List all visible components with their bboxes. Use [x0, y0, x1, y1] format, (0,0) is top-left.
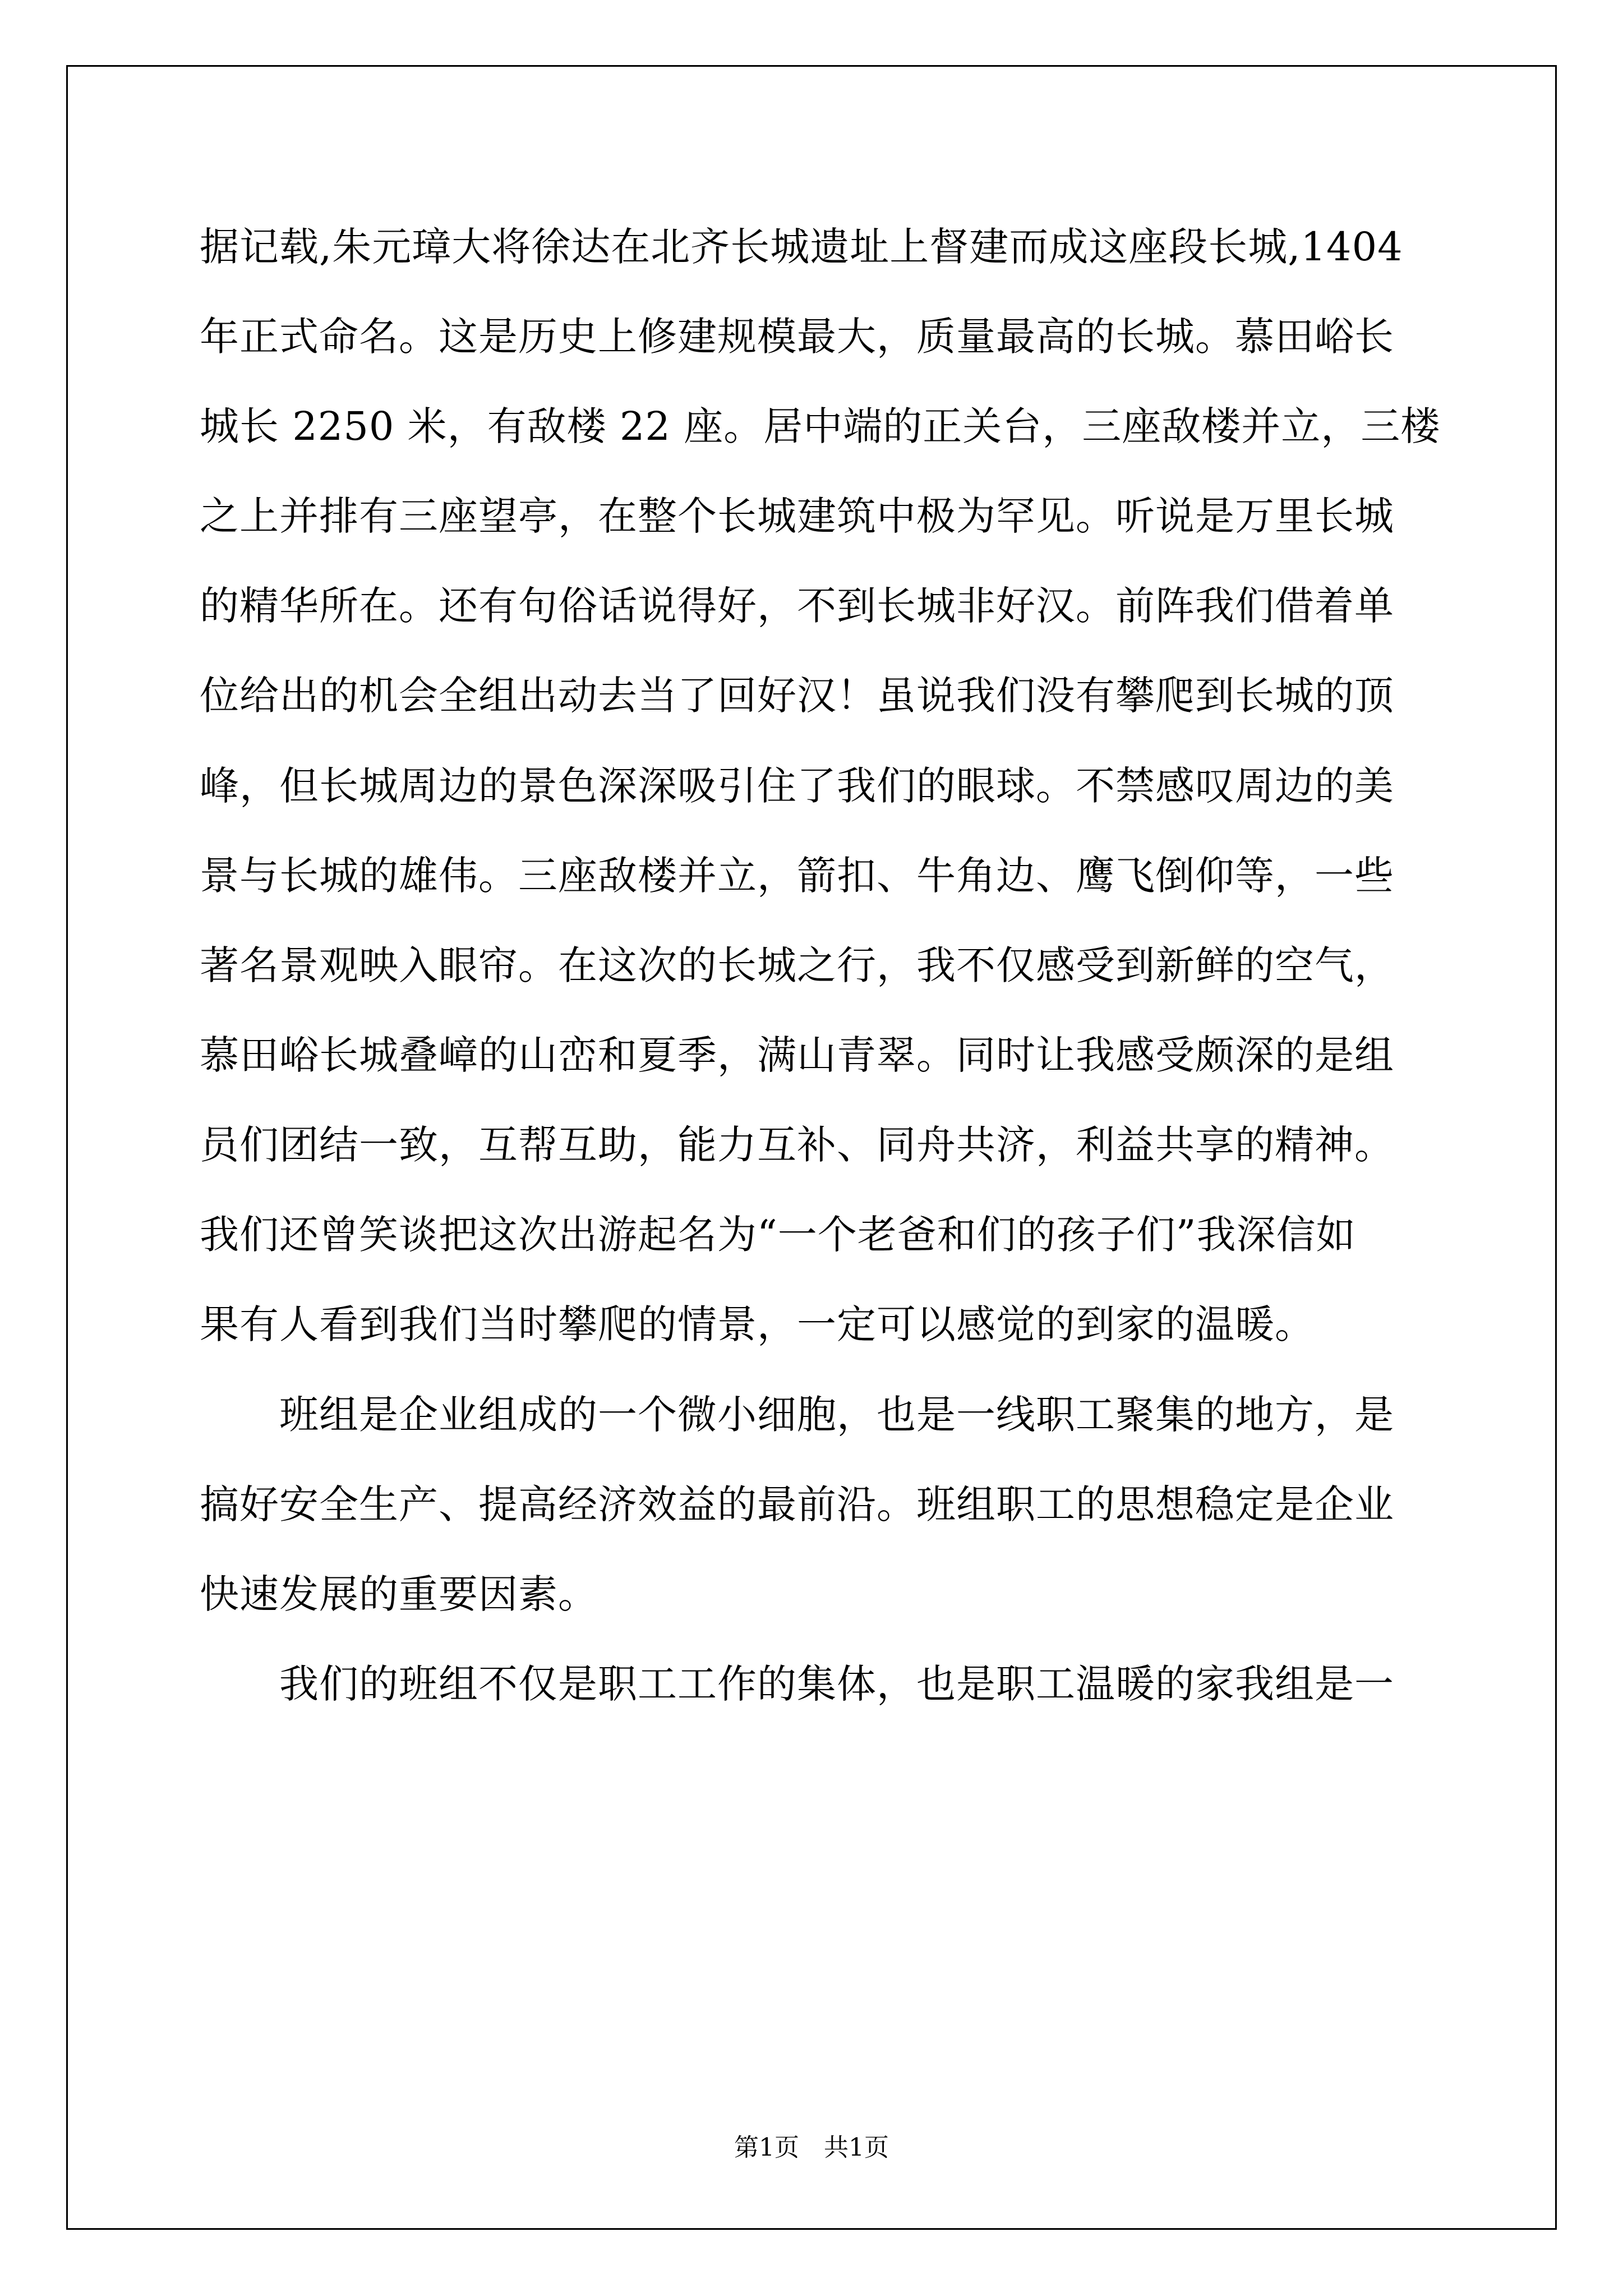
text-line: 慕田峪长城叠嶂的山峦和夏季，满山青翠。同时让我感受颇深的是组 — [200, 1032, 1394, 1078]
text-line: 峰，但长城周边的景色深深吸引住了我们的眼球。不禁感叹周边的美 — [200, 763, 1394, 809]
text-line: 快速发展的重要因素。 — [200, 1571, 598, 1617]
text-line: 之上并排有三座望亭，在整个长城建筑中极为罕见。听说是万里长城 — [200, 493, 1394, 539]
text-line: 搞好安全生产、提高经济效益的最前沿。班组职工的思想稳定是企业 — [200, 1481, 1394, 1527]
text-line: 员们团结一致，互帮互助，能力互补、同舟共济，利益共享的精神。 — [200, 1122, 1394, 1168]
text-line: 著名景观映入眼帘。在这次的长城之行，我不仅感受到新鲜的空气， — [200, 942, 1394, 988]
text-line: 我们还曾笑谈把这次出游起名为“一个老爸和们的孩子们”我深信如 — [200, 1212, 1356, 1258]
text-line: 果有人看到我们当时攀爬的情景，一定可以感觉的到家的温暖。 — [200, 1301, 1315, 1347]
text-line: 的精华所在。还有句俗话说得好，不到长城非好汉。前阵我们借着单 — [200, 583, 1394, 629]
text-line: 年正式命名。这是历史上修建规模最大，质量最高的长城。慕田峪长 — [200, 314, 1394, 360]
page-number-footer: 第1页 共1页 — [734, 2133, 889, 2162]
text-line: 景与长城的雄伟。三座敌楼并立，箭扣、牛角边、鹰飞倒仰等，一些 — [200, 853, 1394, 899]
text-line: 班组是企业组成的一个微小细胞，也是一线职工聚集的地方，是 — [200, 1392, 1394, 1438]
text-line: 位给出的机会全组出动去当了回好汉！虽说我们没有攀爬到长城的顶 — [200, 673, 1394, 719]
text-line: 城长 2250 米，有敌楼 22 座。居中端的正关台，三座敌楼并立，三楼 — [200, 403, 1441, 449]
text-line: 我们的班组不仅是职工工作的集体，也是职工温暖的家我组是一 — [200, 1661, 1394, 1707]
text-line: 据记载,朱元璋大将徐达在北齐长城遗址上督建而成这座段长城,1404 — [200, 224, 1403, 270]
